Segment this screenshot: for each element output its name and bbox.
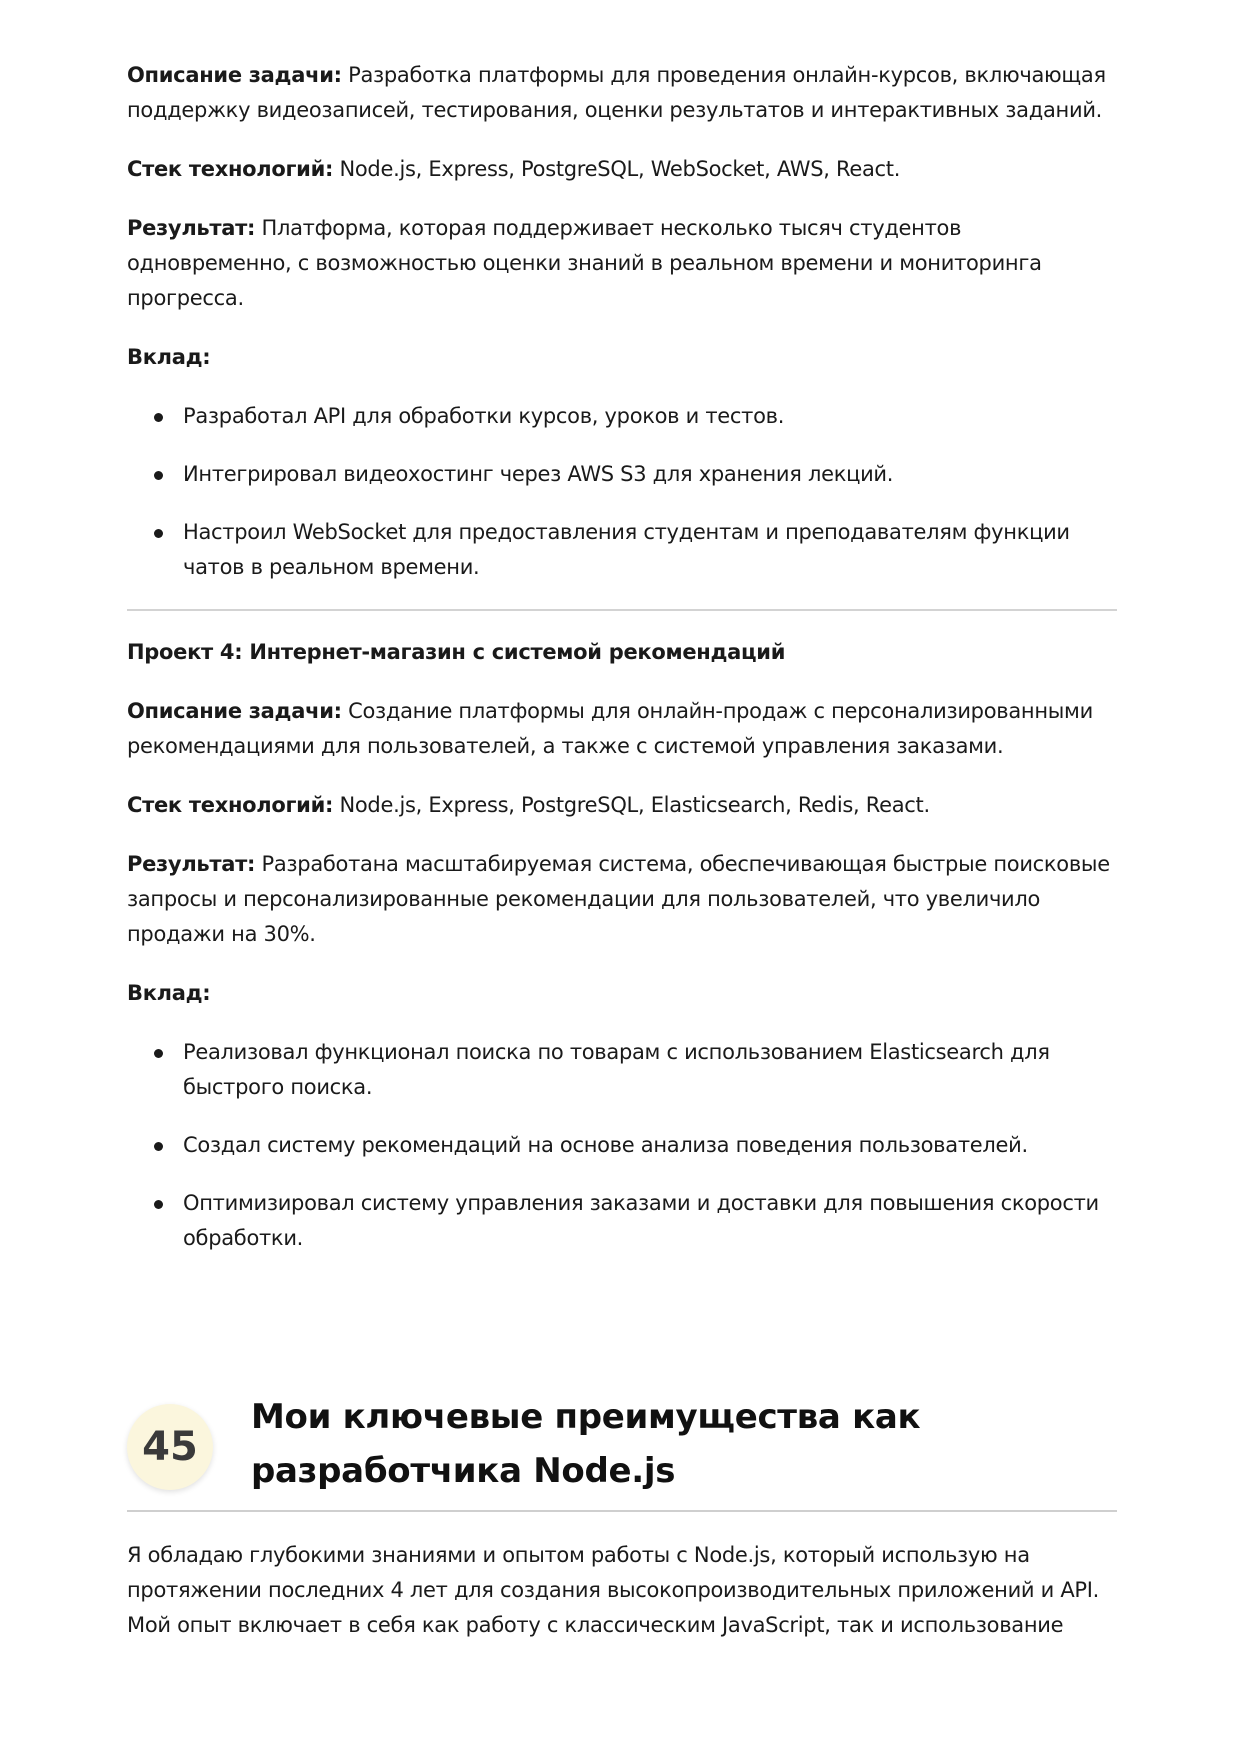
document-page (127, 58, 1117, 1280)
project3-contribution-list (127, 399, 1117, 585)
bullet-icon (154, 1049, 163, 1058)
list-item-text: Настроил WebSocket для предоставления студентам и преподавателям функции чатов в реальном времени. (183, 520, 1070, 579)
section-header (127, 1390, 1117, 1512)
bullet-icon (154, 529, 163, 538)
list-item (127, 1035, 1117, 1105)
list-item-text: Интегрировал видеохостинг через AWS S3 для хранения лекций. (183, 462, 894, 486)
section-paragraph: Я обладаю глубокими знаниями и опытом работы с Node.js, который использую на протяжении последних 4 лет для создания высокопроизводительных приложений и API. Мой опыт включает в себя как работу с классическим JavaScript, так и использование (127, 1543, 1100, 1637)
list-item (127, 1128, 1117, 1163)
project4-contribution-label: Вклад: (127, 981, 211, 1005)
project4-stack-text: Node.js, Express, PostgreSQL, Elasticsearch, Redis, React. (333, 793, 930, 817)
project3-task (127, 58, 1117, 128)
project4-stack (127, 788, 1117, 823)
project3-task-label: Описание задачи: (127, 63, 342, 87)
section-45 (127, 1390, 1117, 1643)
bullet-icon (154, 413, 163, 422)
horizontal-divider (127, 609, 1117, 611)
project4-result-text: Разработана масштабируемая система, обеспечивающая быстрые поисковые запросы и персонализированные рекомендации для пользователей, что увеличило продажи на 30%. (127, 852, 1110, 946)
list-item-text: Оптимизировал систему управления заказами и доставки для повышения скорости обработки. (183, 1191, 1099, 1250)
project4-contribution-list (127, 1035, 1117, 1256)
project4-title: Проект 4: Интернет-магазин с системой рекомендаций (127, 640, 786, 664)
list-item-text: Разработал API для обработки курсов, уроков и тестов. (183, 404, 785, 428)
project4-task-label: Описание задачи: (127, 699, 342, 723)
list-item (127, 399, 1117, 434)
project4-contribution-heading (127, 976, 1117, 1011)
project3-contribution-heading (127, 340, 1117, 375)
project4-task (127, 694, 1117, 764)
section-body (127, 1538, 1117, 1643)
bullet-icon (154, 1142, 163, 1151)
project3-result-label: Результат: (127, 216, 256, 240)
section-number-badge: 45 (127, 1404, 213, 1490)
project3-result (127, 211, 1117, 316)
list-item-text: Создал систему рекомендаций на основе анализа поведения пользователей. (183, 1133, 1028, 1157)
project3-contribution-label: Вклад: (127, 345, 211, 369)
project3-task-text: Разработка платформы для проведения онлайн-курсов, включающая поддержку видеозаписей, тестирования, оценки результатов и интерактивных заданий. (127, 63, 1106, 122)
list-item (127, 457, 1117, 492)
project4-result (127, 847, 1117, 952)
project4-task-text: Создание платформы для онлайн-продаж с персонализированными рекомендациями для пользователей, а также с системой управления заказами. (127, 699, 1093, 758)
project3-stack-text: Node.js, Express, PostgreSQL, WebSocket, AWS, React. (333, 157, 901, 181)
project4-result-label: Результат: (127, 852, 256, 876)
bullet-icon (154, 471, 163, 480)
list-item-text: Реализовал функционал поиска по товарам с использованием Elasticsearch для быстрого поиска. (183, 1040, 1050, 1099)
section-title: Мои ключевые преимущества как разработчика Node.js (251, 1397, 921, 1491)
project4-stack-label: Стек технологий: (127, 793, 334, 817)
project3-result-text: Платформа, которая поддерживает несколько тысяч студентов одновременно, с возможностью оценки знаний в реальном времени и мониторинга прогресса. (127, 216, 1042, 310)
list-item (127, 515, 1117, 585)
bullet-icon (154, 1200, 163, 1209)
project3-stack (127, 152, 1117, 187)
list-item (127, 1186, 1117, 1256)
project3-stack-label: Стек технологий: (127, 157, 334, 181)
